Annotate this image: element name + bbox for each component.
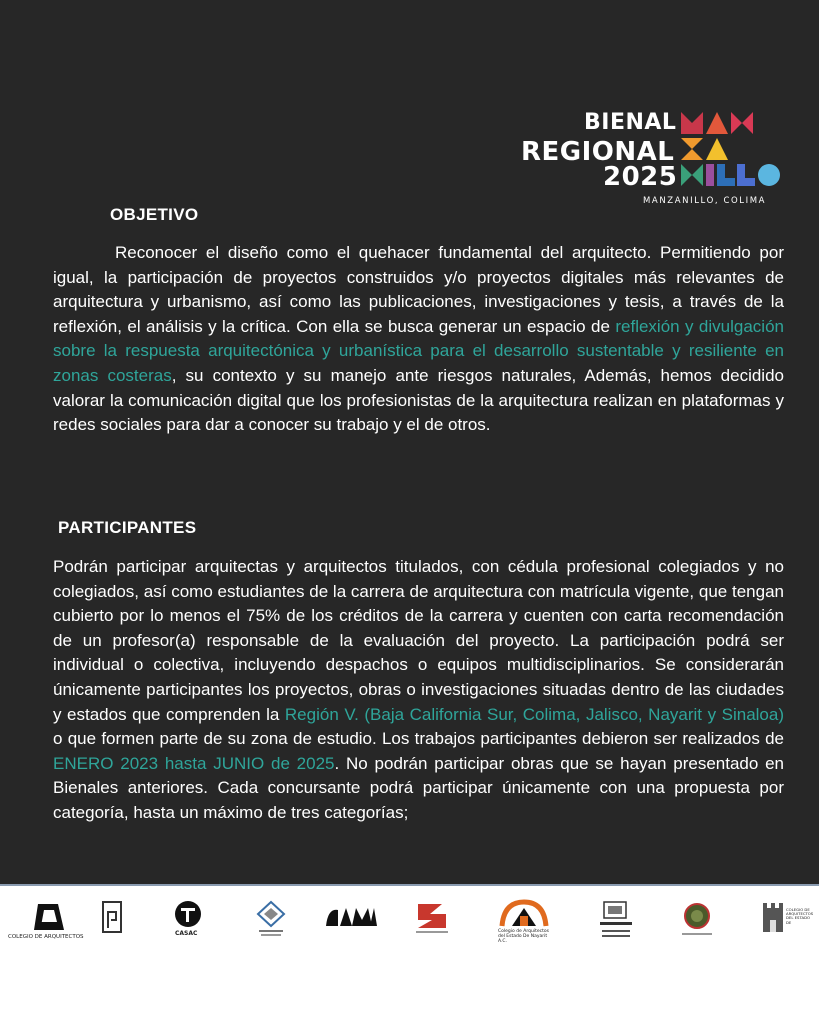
logo-6 xyxy=(412,898,452,940)
logo-subtitle: MANZANILLO, COLIMA xyxy=(643,196,767,206)
logo-9 xyxy=(680,902,716,944)
participantes-heading: PARTICIPANTES xyxy=(58,518,197,537)
logo-2 xyxy=(100,900,124,940)
circle-emblem-icon xyxy=(680,902,716,940)
cama-logo xyxy=(324,906,378,932)
manzanillo-tiles xyxy=(681,112,781,199)
colegio-arquitectos-2-logo xyxy=(254,900,288,942)
objetivo-highlight: reflexión y divulgación sobre la respuesta arquitectónica y urbanística para el desarrollo sustentable y resiliente en zonas costeras xyxy=(53,316,784,385)
logo-year: 2025 xyxy=(603,162,678,192)
objetivo-text-2: , su contexto y su manejo ante riesgos naturales, Además, hemos decidido valorar la comunicación digital que los profesionistas de la arquitectura realizan en plataformas y redes sociales para dar a conocer su trabajo y el de otros. xyxy=(53,365,784,435)
tower-icon xyxy=(100,900,124,938)
logo-bienal: BIENAL xyxy=(584,110,677,135)
participantes-text-1: Podrán participar arquitectas y arquitectos titulados, con cédula profesional colegiados y no colegiados, así como estudiantes de la carrera de arquitectura con matrícula vigente, que tengan cubierto por lo menos el 75% de los créditos de la carrera y cuenten con carta recomendación de un profesor(a) responsable de la evaluación del proyecto. La participación podrá ser individual o colectiva, incluyendo despachos o equipos multidisciplinarios. Se considerarán únicamente participantes los proyectos, obras o investigaciones situadas dentro de las ciudades y estados que comprenden la xyxy=(53,557,784,724)
objetivo-paragraph xyxy=(53,241,784,438)
colegio-estado-logo xyxy=(760,900,816,942)
logo-8 xyxy=(598,900,634,942)
building-icon xyxy=(598,900,634,940)
colegio-de-arquitectos-logo xyxy=(8,900,88,940)
nayarit-icon xyxy=(498,898,550,930)
participantes-region-highlight: Región V. (Baja California Sur, Colima, Jalisco, Nayarit y Sinaloa) xyxy=(284,704,784,724)
logo-caption: COLEGIO DE ARQUITECTOS xyxy=(8,934,84,940)
manzanillo-tiles-graphic xyxy=(681,112,781,194)
logo-caption: COLEGIO DE ARQUITECTOS DEL ESTADO DE xyxy=(786,907,814,925)
castle-icon xyxy=(760,900,786,934)
casac-logo xyxy=(172,900,204,942)
logo-caption: CASAC xyxy=(175,930,198,937)
objetivo-heading: OBJETIVO xyxy=(110,205,199,224)
objetivo-text-1: Reconocer el diseño como el quehacer fundamental del arquitecto. Permitiendo por igual, la participación de proyectos construidos y/o proyectos digitales más relevantes de arquitectura y urbanismo, así como las publicaciones, investigaciones y tesis, a través de la reflexión, el análisis y la crítica. Con ella se busca generar un espacio de xyxy=(53,243,784,336)
logo-regional: REGIONAL xyxy=(521,137,675,167)
participantes-text-2: o que formen parte de su zona de estudio. Los trabajos participantes debieron ser realizados de xyxy=(53,729,784,749)
logo-caption: Colegio de Arquitectos del Estado De Nayarit A.C. xyxy=(498,929,549,944)
bienal-logo xyxy=(515,108,785,208)
colegio-arquitectos-icon xyxy=(8,900,88,934)
colegio-nayarit-logo xyxy=(498,898,550,946)
diamond-icon xyxy=(254,900,288,940)
participantes-date-highlight: ENERO 2023 hasta JUNIO de 2025 xyxy=(53,753,335,773)
cama-icon xyxy=(324,906,378,928)
sponsor-logos xyxy=(0,886,819,1024)
casac-icon xyxy=(172,900,204,930)
participantes-paragraph xyxy=(53,555,784,826)
red-swoosh-icon xyxy=(412,898,452,936)
participantes-text-3: . No podrán participar obras que se hayan presentado en Bienales anteriores. Cada concursante podrá participar únicamente con una propuesta por categoría, hasta un máximo de tres categorías; xyxy=(53,753,785,822)
